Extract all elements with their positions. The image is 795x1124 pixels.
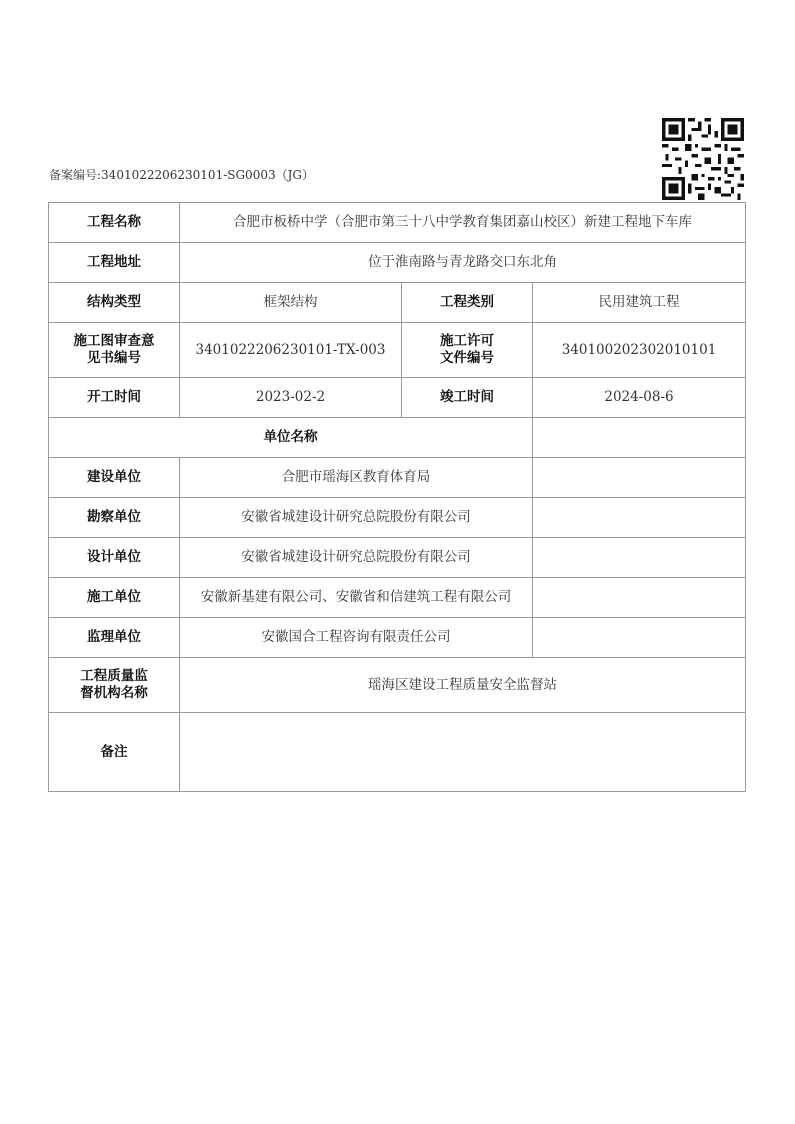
- label-design: 设计单位: [49, 538, 180, 578]
- value-structure-type: 框架结构: [180, 283, 402, 323]
- value-project-name: 合肥市板桥中学（合肥市第三十八中学教育集团嘉山校区）新建工程地下车库: [180, 203, 746, 243]
- label-project-name: 工程名称: [49, 203, 180, 243]
- developer-stamp-area: [533, 458, 746, 498]
- qr-code-icon: [662, 118, 744, 200]
- label-structure-type: 结构类型: [49, 283, 180, 323]
- unit-name-stamp-area: [533, 418, 746, 458]
- value-remarks: [180, 713, 746, 792]
- label-project-category: 工程类别: [402, 283, 533, 323]
- value-start-date: 2023-02-2: [180, 378, 402, 418]
- value-permit-no: 340100202302010101: [533, 323, 746, 378]
- value-drawing-review-no: 3401022206230101-TX-003: [180, 323, 402, 378]
- label-permit-no: [402, 323, 533, 378]
- label-quality-agency: [49, 658, 180, 713]
- label-developer: 建设单位: [49, 458, 180, 498]
- label-start-date: 开工时间: [49, 378, 180, 418]
- label-construction: 施工单位: [49, 578, 180, 618]
- label-completion-date: 竣工时间: [402, 378, 533, 418]
- design-stamp-area: [533, 538, 746, 578]
- value-survey: 安徽省城建设计研究总院股份有限公司: [180, 498, 533, 538]
- label-survey: 勘察单位: [49, 498, 180, 538]
- label-permit-no-text: 施工许可文件编号: [440, 333, 494, 366]
- record-form-table: [48, 202, 746, 792]
- value-construction: 安徽新基建有限公司、安徽省和信建筑工程有限公司: [180, 578, 533, 618]
- survey-stamp-area: [533, 498, 746, 538]
- supervision-stamp-area: [533, 618, 746, 658]
- label-drawing-review-no-text: 施工图审查意见书编号: [73, 333, 155, 366]
- value-project-address: 位于淮南路与青龙路交口东北角: [180, 243, 746, 283]
- label-project-address: 工程地址: [49, 243, 180, 283]
- label-quality-agency-text: 工程质量监督机构名称: [80, 668, 148, 701]
- label-remarks: 备注: [49, 713, 180, 792]
- value-developer: 合肥市瑶海区教育体育局: [180, 458, 533, 498]
- value-project-category: 民用建筑工程: [533, 283, 746, 323]
- value-design: 安徽省城建设计研究总院股份有限公司: [180, 538, 533, 578]
- construction-stamp-area: [533, 578, 746, 618]
- value-completion-date: 2024-08-6: [533, 378, 746, 418]
- value-supervision: 安徽国合工程咨询有限责任公司: [180, 618, 533, 658]
- label-drawing-review-no: [49, 323, 180, 378]
- label-unit-name: 单位名称: [49, 418, 533, 458]
- label-supervision: 监理单位: [49, 618, 180, 658]
- record-number: 备案编号:3401022206230101-SG0003（JG）: [49, 168, 314, 182]
- value-quality-agency: 瑶海区建设工程质量安全监督站: [180, 658, 746, 713]
